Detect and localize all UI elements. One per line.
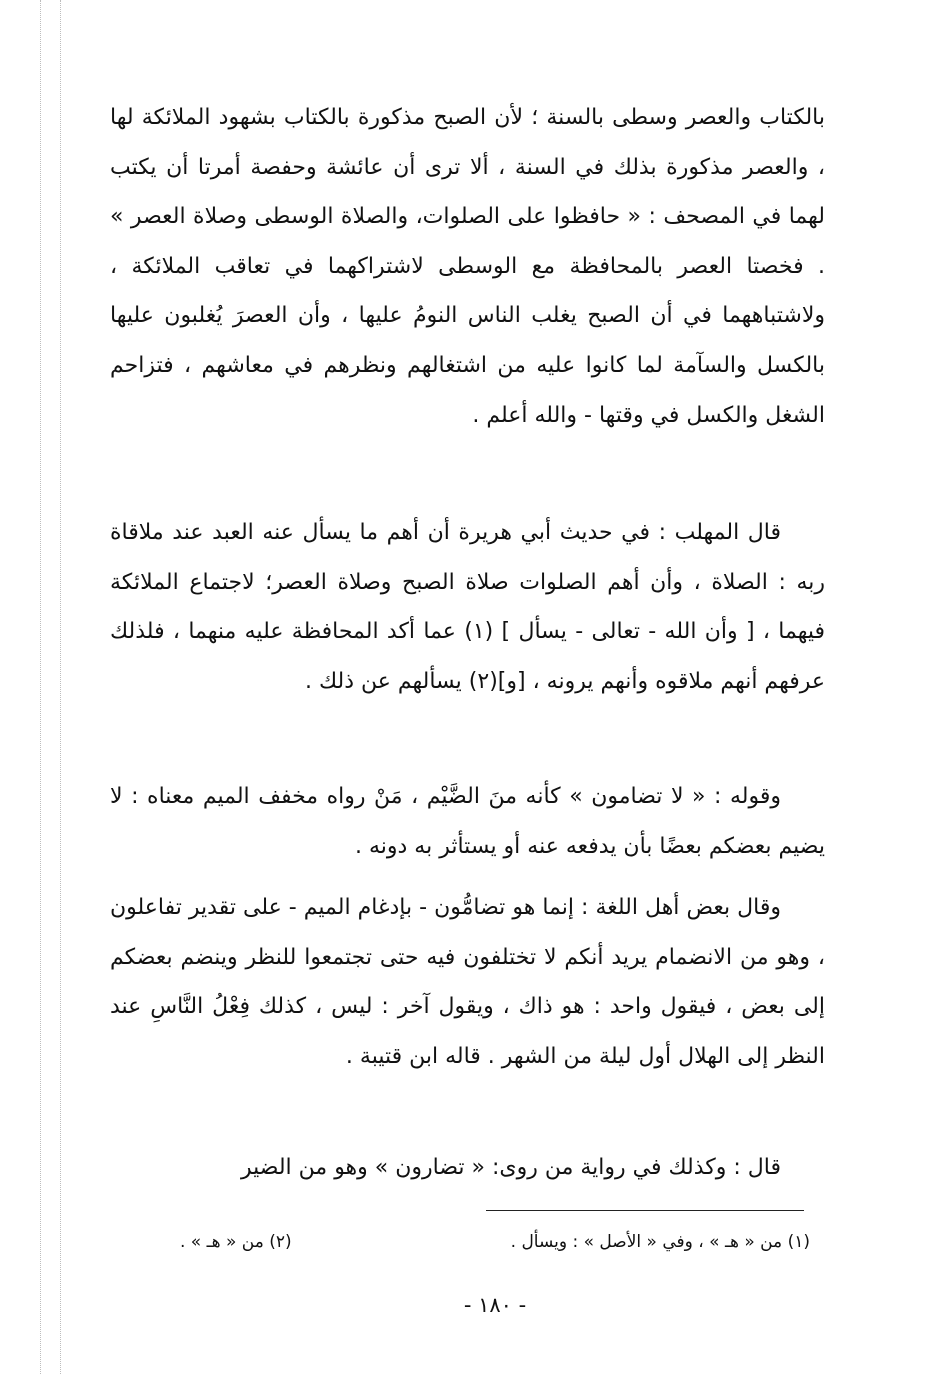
scan-artifact-line <box>40 0 41 1374</box>
footnote-1: (١) من « هـ » ، وفي « الأصل » : ويسأل . <box>510 1232 810 1252</box>
body-paragraph-5 <box>110 1143 825 1193</box>
page-number: - ١٨٠ - <box>463 1293 527 1317</box>
paragraph-text: بالكتاب والعصر وسطى بالسنة ؛ لأن الصبح مذكورة بالكتاب بشهود الملائكة لها ، والعصر مذكورة بذلك في السنة ، ألا ترى أن عائشة وحفصة أمرتا أن يكتب لهما في المصحف : « حافظوا على الصلوات، والصلاة الوسطى وصلاة العصر » . فخصتا العصر بالمحافظة مع الوسطى لاشتراكهما في تعاقب الملائكة ، ولاشتباههما في أن الصبح يغلب الناس النومُ عليها ، وأن العصرَ يُغلبون عليها بالكسل والسآمة لما كانوا عليه من اشتغالهم ونظرهم في معاشهم ، فتزاحم الشغل والكسل في وقتها - والله أعلم . <box>110 105 825 428</box>
footnote-2: (٢) من « هـ » . <box>180 1232 292 1252</box>
body-paragraph-4 <box>110 883 825 1081</box>
footnote-divider <box>486 1210 804 1211</box>
body-paragraph-3 <box>110 772 825 871</box>
body-paragraph-1 <box>110 93 825 440</box>
scan-artifact-line <box>60 0 61 1374</box>
paragraph-text: قال : وكذلك في رواية من روى: « تضارون » وهو من الضير <box>241 1155 781 1180</box>
footnotes <box>180 1227 810 1257</box>
paragraph-text: وقال بعض أهل اللغة : إنما هو تضامُّون - بإدغام الميم - على تقدير تفاعلون ، وهو من الانضمام يريد أنكم لا تختلفون فيه حتى تجتمعوا للنظر وينضم بعضكم إلى بعض ، فيقول واحد : هو ذاك ، ويقول آخر : ليس ، كذلك فِعْلُ النَّاسِ عند النظر إلى الهلال أول ليلة من الشهر . قاله ابن قتيبة . <box>110 895 825 1069</box>
paragraph-text: وقوله : « لا تضامون » كأنه منَ الضَّيْم ، مَنْ رواه مخفف الميم معناه : لا يضيم بعضكم بعضًا بأن يدفعه عنه أو يستأثر به دونه . <box>110 784 825 859</box>
paragraph-text: قال المهلب : في حديث أبي هريرة أن أهم ما يسأل عنه العبد عند ملاقاة ربه : الصلاة ، وأن أهم الصلوات صلاة الصبح وصلاة العصر؛ لاجتماع الملائكة فيهما ، [ وأن الله - تعالى - يسأل ] (١) عما أكد المحافظة عليه منهما ، فلذلك عرفهم أنهم ملاقوه وأنهم يرونه ، [و](٢) يسألهم عن ذلك . <box>110 520 825 694</box>
body-paragraph-2 <box>110 508 825 706</box>
